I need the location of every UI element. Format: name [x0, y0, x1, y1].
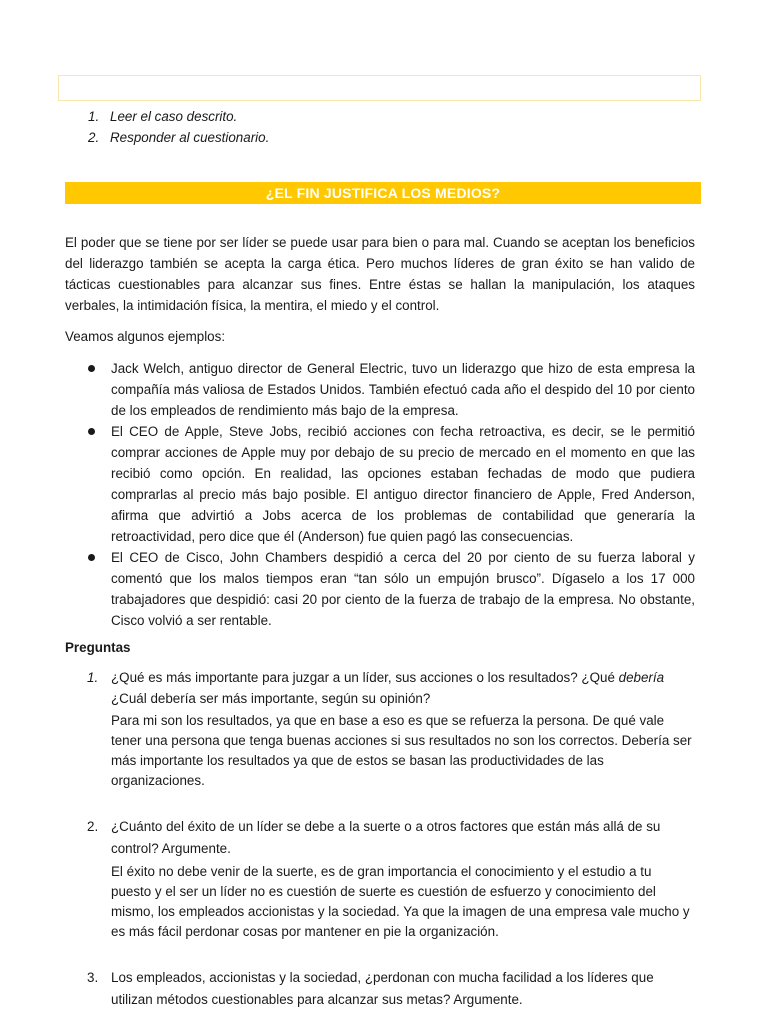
question-number: 1. [87, 670, 99, 685]
empty-header-box [58, 75, 701, 101]
question-text-emphasis: debería [618, 670, 665, 685]
case-title-banner: ¿EL FIN JUSTIFICA LOS MEDIOS? [65, 182, 701, 204]
question-text [111, 667, 695, 709]
question-text-part: ¿Qué es más importante para juzgar a un líder, sus acciones o los resultados? ¿Qué [111, 670, 619, 685]
step-number: 2. [88, 130, 100, 145]
instruction-step [88, 106, 269, 127]
example-text: El CEO de Apple, Steve Jobs, recibió acciones con fecha retroactiva, es decir, se le permitió comprar acciones de Apple muy por debajo de su precio de mercado en el momento en que las recibió como opción. En realidad, las opciones estaban fechadas de modo que pudiera comprarlas al precio más bajo posible. El antiguo director financiero de Apple, Fred Anderson, afirma que advirtió a Jobs acerca de los problemas de contabilidad que generaría la retroactividad, pero dice que él (Anderson) fue quien pagó las consecuencias. [111, 424, 695, 544]
question-number: 2. [87, 819, 99, 834]
question-text: Los empleados, accionistas y la sociedad, ¿perdonan con mucha facilidad a los líderes que utilizan métodos cuestionables para alcanzar sus metas? Argumente. [111, 970, 654, 1007]
examples-list [65, 358, 695, 631]
step-text: Leer el caso descrito. [110, 109, 238, 124]
list-item [65, 421, 695, 547]
question-item [65, 667, 695, 791]
questions-list [65, 667, 695, 1011]
answer-text: El éxito no debe venir de la suerte, es de gran importancia el conocimiento y el estudio a tu puesto y el ser un líder no es cuestión de suerte es cuestión de esfuerzo y conocimiento del mismo, los empleados accionistas y la sociedad. Ya que la imagen de una empresa vale mucho y es más fácil perdonar cosas por mantener en pie la organización. [111, 864, 690, 939]
question-number: 3. [87, 970, 99, 985]
examples-label: Veamos algunos ejemplos: [65, 329, 226, 344]
question-item [65, 816, 695, 942]
instruction-step [88, 127, 269, 148]
question-text-part: ¿Cuál debería ser más importante, según su opinión? [111, 691, 431, 706]
bullet-icon [88, 554, 95, 561]
questions-heading: Preguntas [65, 640, 131, 655]
question-text: ¿Cuánto del éxito de un líder se debe a la suerte o a otros factores que están más allá de su control? Argumente. [111, 819, 661, 856]
bullet-icon [88, 428, 95, 435]
intro-paragraph: El poder que se tiene por ser líder se puede usar para bien o para mal. Cuando se aceptan los beneficios del liderazgo también se acepta la carga ética. Pero muchos líderes de gran éxito se han valido de tácticas cuestionables para alcanzar sus fines. Entre éstas se hallan la manipulación, los ataques verbales, la intimidación física, la mentira, el miedo y el control. [65, 235, 695, 313]
bullet-icon [88, 365, 95, 372]
step-text: Responder al cuestionario. [110, 130, 270, 145]
example-text: Jack Welch, antiguo director de General Electric, tuvo un liderazgo que hizo de esta empresa la compañía más valiosa de Estados Unidos. También efectuó cada año el despido del 10 por ciento de los empleados de rendimiento más bajo de la empresa. [111, 361, 695, 418]
example-text: El CEO de Cisco, John Chambers despidió a cerca del 20 por ciento de su fuerza laboral y comentó que los malos tiempos eran “tan sólo un empujón brusco”. Dígaselo a los 17 000 trabajadores que despidió: casi 20 por ciento de la fuerza de trabajo de la empresa. No obstante, Cisco volvió a ser rentable. [111, 550, 695, 628]
instruction-steps [88, 106, 269, 148]
step-number: 1. [88, 109, 100, 124]
answer-text: Para mi son los resultados, ya que en base a eso es que se refuerza la persona. De qué vale tener una persona que tenga buenas acciones si sus resultados no son los correctos. Debería ser más importante los resultados ya que de estos se basan las productividades de las organizaciones. [111, 713, 692, 788]
question-item [65, 967, 695, 1011]
list-item [65, 358, 695, 421]
list-item [65, 547, 695, 631]
